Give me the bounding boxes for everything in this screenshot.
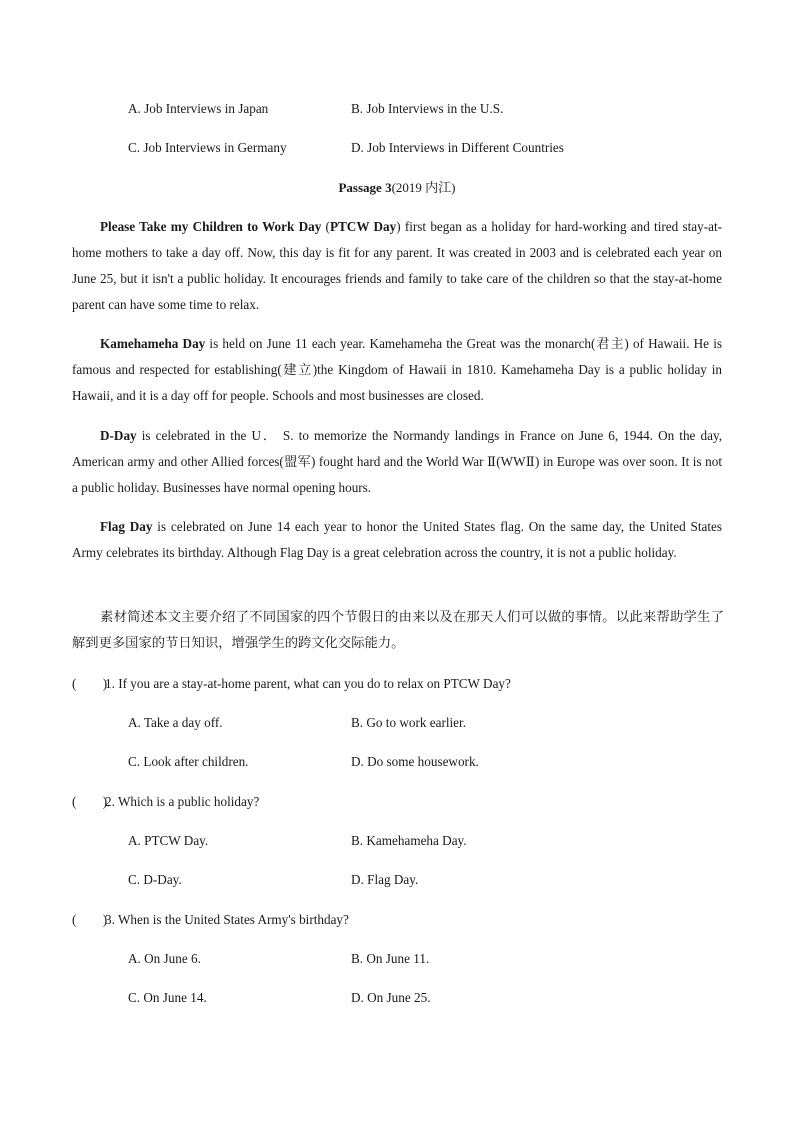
passage-title-label: Passage 3 <box>338 180 392 195</box>
question-1-stem: 1. If you are a stay-at-home parent, what can you do to relax on PTCW Day? <box>105 676 511 691</box>
paragraph-2-term: Kamehameha Day <box>100 336 206 351</box>
passage-paragraph-4 <box>72 514 722 566</box>
passage-title <box>0 178 794 198</box>
prev-options-row-1 <box>128 99 728 119</box>
question-3-stem: 3. When is the United States Army's birthday? <box>105 912 349 927</box>
passage-source: (2019 内江) <box>391 180 456 195</box>
prev-options-row-2 <box>128 138 728 158</box>
question-2-option-d: D. Flag Day. <box>351 872 419 887</box>
paragraph-4-term: Flag Day <box>100 519 153 534</box>
question-3-option-c: C. On June 14. <box>128 990 207 1005</box>
paragraph-3-text: is celebrated in the U． S. to memorize the Normandy landings in France on June 6, 1944. On the day, American army and other Allied forces(盟军) fought hard and the World War Ⅱ(WWⅡ) in Europe was over soon. It is not a public holiday. Businesses have normal opening hours. <box>72 428 722 495</box>
paragraph-2-text: is held on June 11 each year. Kamehameha the Great was the monarch(君主) of Hawaii. He is famous and respected for establishing(建立)the Kingdom of Hawaii in 1810. Kamehameha Day is a public holiday in Hawaii, and it is a day off for people. Schools and most businesses are closed. <box>72 336 722 403</box>
paragraph-3-term: D-Day <box>100 428 137 443</box>
question-3-option-b: B. On June 11. <box>351 951 430 966</box>
question-3-options-row-1 <box>128 949 728 969</box>
question-2-option-c: C. D-Day. <box>128 872 182 887</box>
question-2-stem: 2. Which is a public holiday? <box>105 794 260 809</box>
question-1-option-b: B. Go to work earlier. <box>351 715 466 730</box>
prev-option-b: B. Job Interviews in the U.S. <box>351 101 504 116</box>
answer-blank-1[interactable]: ( ) <box>72 676 108 691</box>
passage-paragraph-3 <box>72 423 722 501</box>
question-1-option-d: D. Do some housework. <box>351 754 479 769</box>
question-2-option-a: A. PTCW Day. <box>128 833 209 848</box>
answer-blank-3[interactable]: ( ) <box>72 912 108 927</box>
prev-option-a: A. Job Interviews in Japan <box>128 101 269 116</box>
paragraph-1-abbr: PTCW Day <box>329 219 397 234</box>
question-1-options-row-1 <box>128 713 728 733</box>
question-3 <box>72 910 722 930</box>
paragraph-1-text: ) first began as a holiday for hard-working and tired stay-at-home mothers to take a day off. Now, this day is fit for any parent. It was created in 2003 and is celebrated each year on June 25, but it isn't a public holiday. It encourages friends and family to take care of the children so that the stay-at-home parent can have some time to relax. <box>72 219 722 312</box>
question-1-options-row-2 <box>128 752 728 772</box>
question-2-option-b: B. Kamehameha Day. <box>351 833 467 848</box>
question-3-option-a: A. On June 6. <box>128 951 201 966</box>
question-1 <box>72 674 722 694</box>
question-2 <box>72 792 722 812</box>
question-2-options-row-2 <box>128 870 728 890</box>
prev-option-c: C. Job Interviews in Germany <box>128 140 287 155</box>
answer-blank-2[interactable]: ( ) <box>72 794 108 809</box>
question-1-option-c: C. Look after children. <box>128 754 249 769</box>
passage-paragraph-2 <box>72 331 722 409</box>
paragraph-1-open: ( <box>321 219 330 234</box>
passage-summary: 素材简述本文主要介绍了不同国家的四个节假日的由来以及在那天人们可以做的事情。以此来帮助学生了解到更多国家的节日知识，增强学生的跨文化交际能力。 <box>72 610 724 651</box>
question-2-options-row-1 <box>128 831 728 851</box>
paragraph-1-term: Please Take my Children to Work Day <box>100 219 322 234</box>
passage-paragraph-1 <box>72 214 722 318</box>
prev-option-d: D. Job Interviews in Different Countries <box>351 140 564 155</box>
question-3-options-row-2 <box>128 988 728 1008</box>
question-3-option-d: D. On June 25. <box>351 990 431 1005</box>
question-1-option-a: A. Take a day off. <box>128 715 223 730</box>
paragraph-4-text: is celebrated on June 14 each year to honor the United States flag. On the same day, the United States Army celebrates its birthday. Although Flag Day is a great celebration across the country, it is not a public holiday. <box>72 519 722 560</box>
